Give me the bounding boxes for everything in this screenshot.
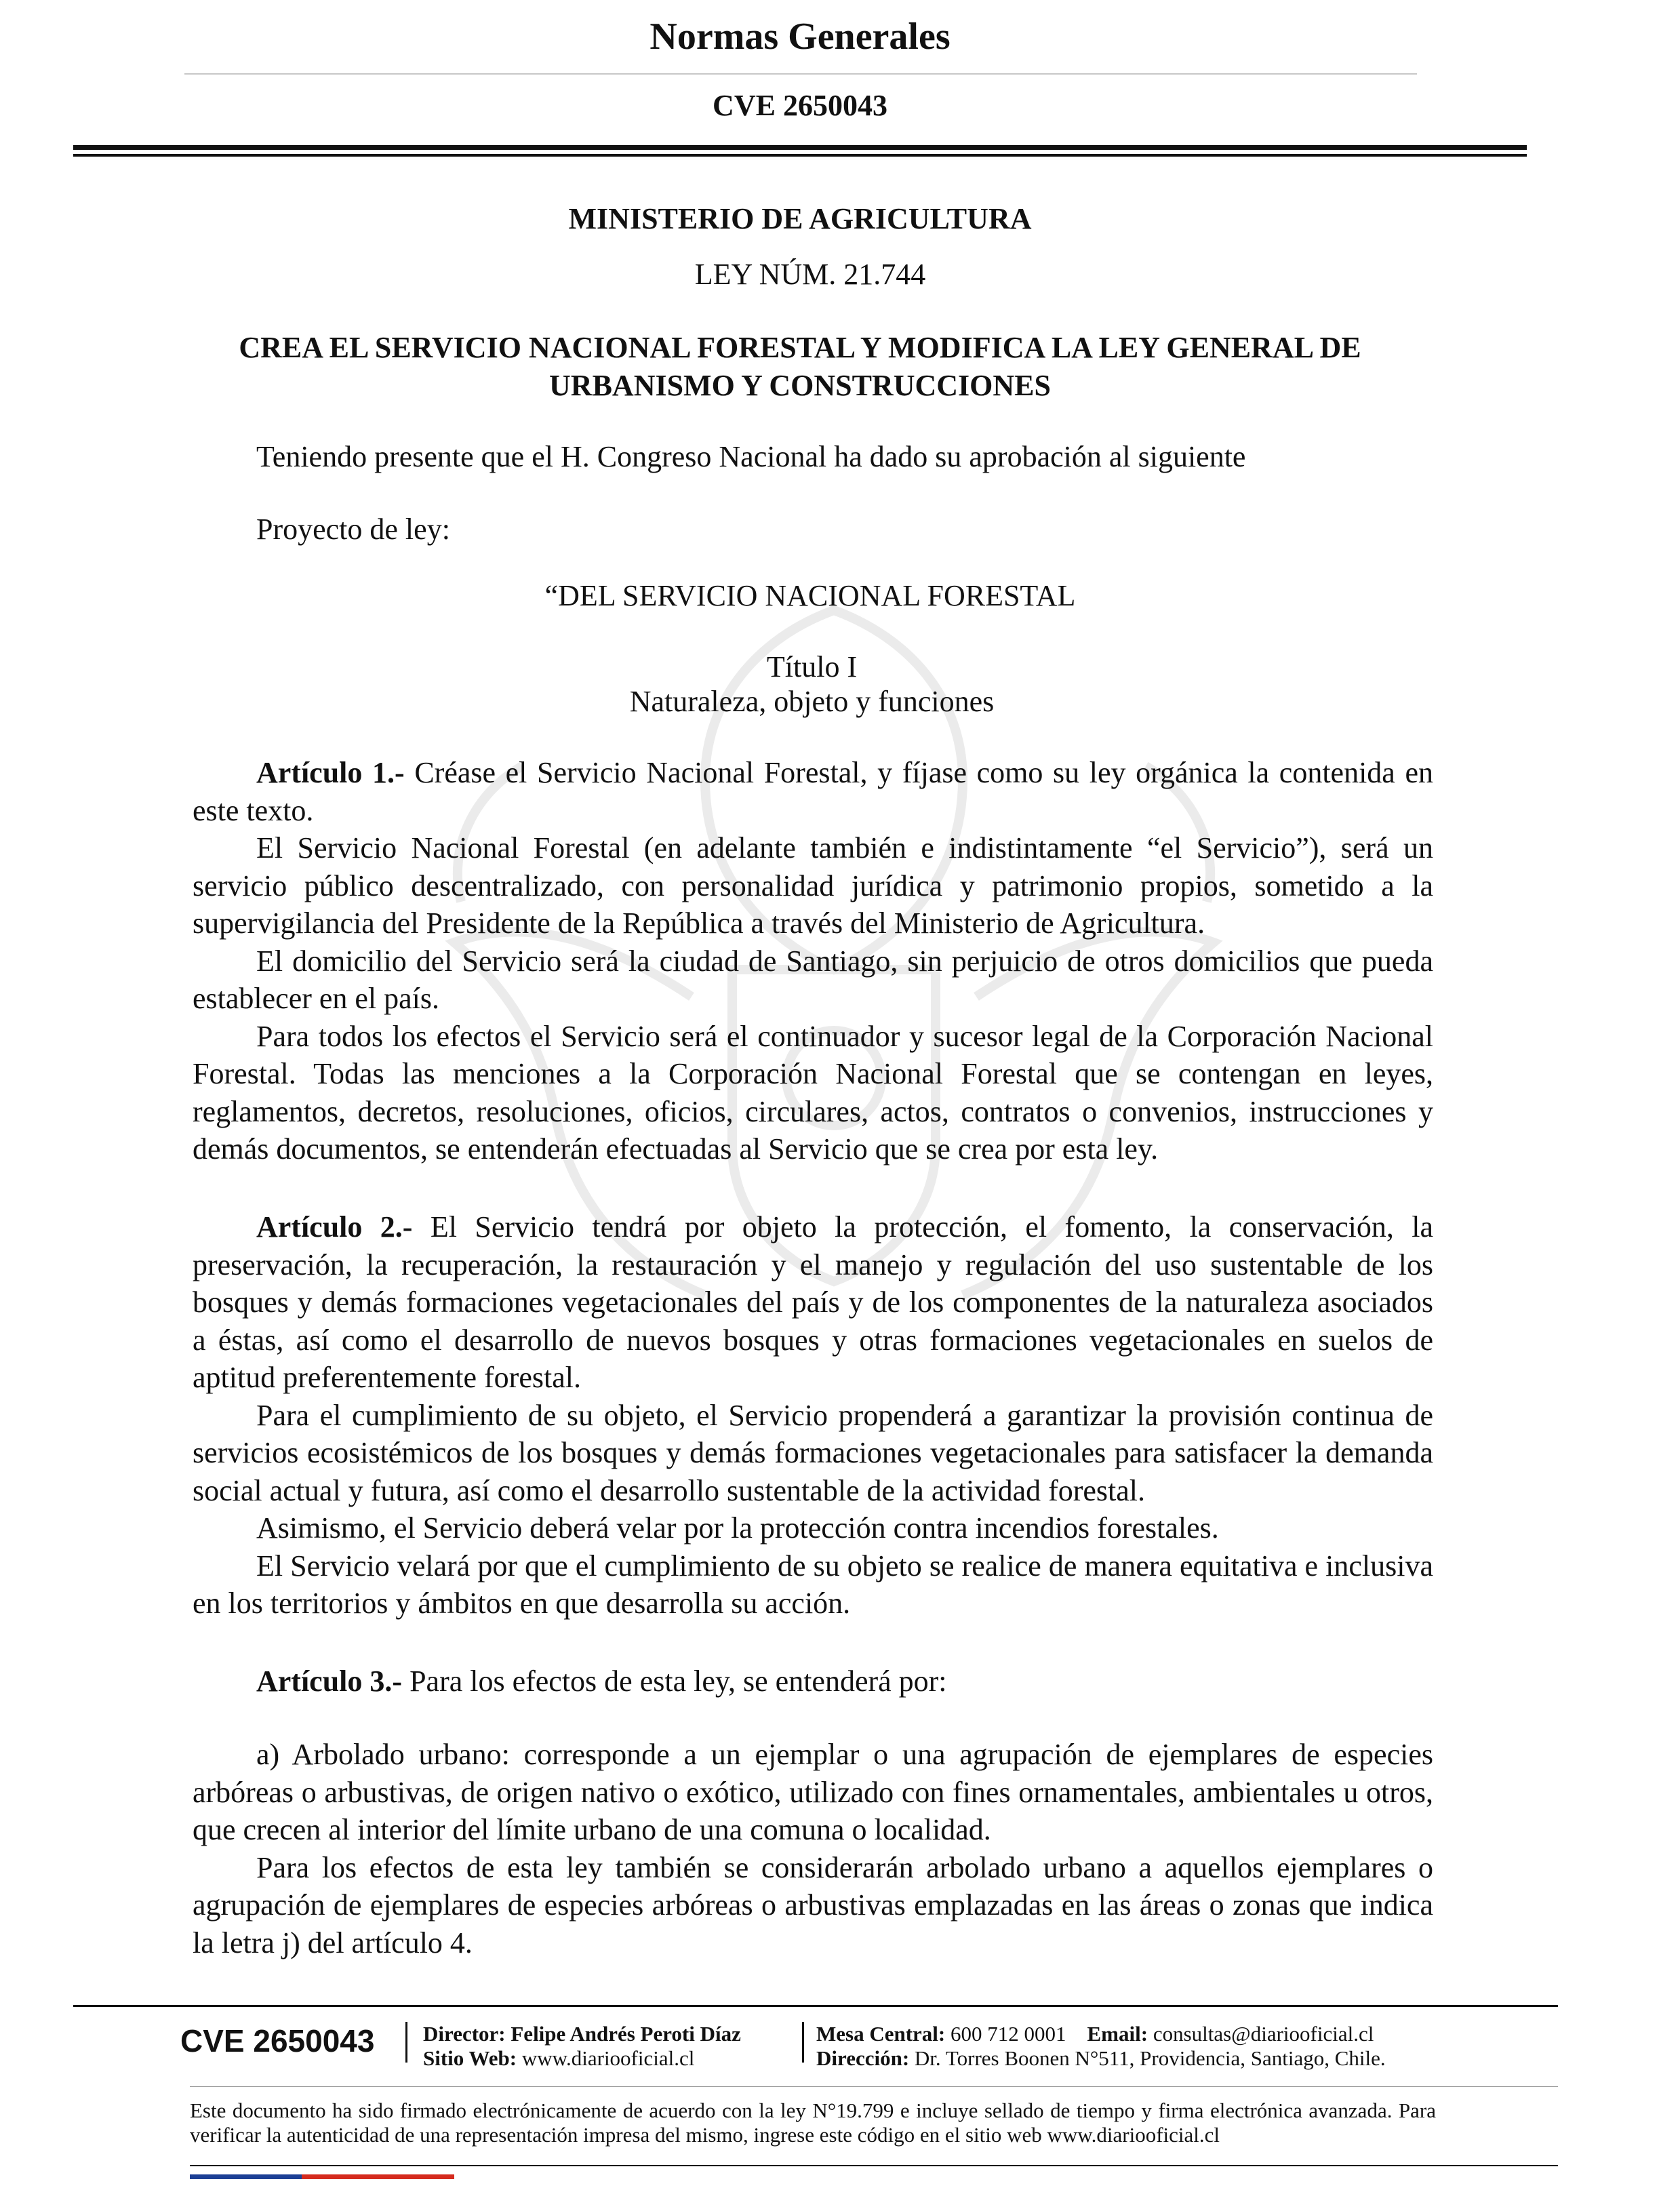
law-title-line1: CREA EL SERVICIO NACIONAL FORESTAL Y MODIFICA LA LEY GENERAL DE bbox=[239, 331, 1361, 364]
article-2-label: Artículo 2.- bbox=[256, 1210, 413, 1243]
law-number: LEY NÚM. 21.744 bbox=[694, 258, 926, 291]
law-title-line2: URBANISMO Y CONSTRUCCIONES bbox=[549, 369, 1051, 402]
footer-address: Dirección: Dr. Torres Boonen N°511, Providencia, Santiago, Chile. bbox=[816, 2046, 1386, 2070]
article-2-p2: Para el cumplimiento de su objeto, el Servicio propenderá a garantizar la provisión continua de servicios ecosistémicos de los bosques y demás formaciones vegetacionales para satisfacer la demanda social actual y futura, así como el desarrollo sustentable de la actividad forestal. bbox=[193, 1398, 1433, 1507]
flag-stripe-blue bbox=[190, 2174, 302, 2179]
preamble: Teniendo presente que el H. Congreso Nacional ha dado su aprobación al siguiente bbox=[256, 440, 1246, 473]
project-label: Proyecto de ley: bbox=[256, 513, 450, 546]
article-1-p2: El Servicio Nacional Forestal (en adelante también e indistintamente “el Servicio”), será un servicio público descentralizado, con personalidad jurídica y patrimonio propios, sometido a la supervigilancia del Presidente de la República a través del Ministerio de Agricultura. bbox=[193, 831, 1433, 940]
email-link[interactable]: consultas@diariooficial.cl bbox=[1153, 2022, 1374, 2046]
footer-cve: CVE 2650043 bbox=[180, 2023, 375, 2058]
article-1-p4: Para todos los efectos el Servicio será el continuador y sucesor legal de la Corporación Nacional Forestal. Todas las menciones a la Corporación Nacional Forestal que se contengan en leyes, reglamentos, decretos, resoluciones, oficios, circulares, actos, contratos o convenios, instrucciones y demás documentos, se entenderán efectuadas al Servicio que se crea por esta ley. bbox=[193, 1019, 1433, 1166]
footer-contact: Mesa Central: 600 712 0001 Email: consultas@diariooficial.cl bbox=[816, 2022, 1374, 2046]
article-1-p3: El domicilio del Servicio será la ciudad de Santiago, sin perjuicio de otros domicilios que pueda establecer en el país. bbox=[193, 944, 1433, 1015]
title-name: Naturaleza, objeto y funciones bbox=[629, 685, 995, 718]
flag-stripe-red bbox=[302, 2174, 454, 2179]
footer-separator bbox=[405, 2022, 407, 2063]
website-link[interactable]: www.diariooficial.cl bbox=[521, 2046, 695, 2070]
article-3-intro-text: Para los efectos de esta ley, se entenderá por: bbox=[409, 1665, 947, 1698]
footer-rule bbox=[73, 2005, 1558, 2007]
header-rule bbox=[73, 154, 1527, 157]
footer-director: Director: Felipe Andrés Peroti Díaz bbox=[423, 2022, 741, 2046]
article-2 bbox=[193, 1208, 1433, 1623]
footer-separator bbox=[802, 2022, 804, 2063]
header-divider bbox=[184, 73, 1417, 75]
article-1-label: Artículo 1.- bbox=[256, 756, 405, 789]
header-rule-thick bbox=[73, 145, 1527, 150]
article-1-p1: Créase el Servicio Nacional Forestal, y fíjase como su ley orgánica la contenida en este texto. bbox=[193, 756, 1433, 827]
definition-a-extension: Para los efectos de esta ley también se considerarán arbolado urbano a aquellos ejemplares o agrupación de ejemplares de especies arbóreas o arbustivas emplazadas en las áreas o zonas que indica la letra j) del artículo 4. bbox=[193, 1850, 1433, 1959]
footer-base-rule bbox=[190, 2165, 1558, 2166]
signature-notice: Este documento ha sido firmado electrónicamente de acuerdo con la ley N°19.799 e incluye sellado de tiempo y firma electrónica avanzada. Para verificar la autenticidad de una representación impresa del mismo, ingrese este código en el sitio web www.diariooficial.cl bbox=[190, 2098, 1436, 2147]
article-2-p4: El Servicio velará por que el cumplimiento de su objeto se realice de manera equitativa e inclusiva en los territorios y ámbitos en que desarrolla su acción. bbox=[193, 1549, 1433, 1620]
definition-a: a) Arbolado urbano: corresponde a un ejemplar o una agrupación de ejemplares de especies arbóreas o arbustivas, de origen nativo o exótico, utilizado con fines ornamentales, ambientales u otros, que crecen al interior del límite urbano de una comuna o localidad. bbox=[193, 1738, 1433, 1846]
law-heading: “DEL SERVICIO NACIONAL FORESTAL bbox=[544, 579, 1076, 612]
article-2-p1: El Servicio tendrá por objeto la protección, el fomento, la conservación, la preservación, la recuperación, la restauración y el manejo y regulación del uso sustentable de los bosques y demás formaciones vegetacionales del país y de los componentes de la naturaleza asociados a éstas, así como el desarrollo de nuevos bosques y otras formaciones vegetacionales en suelos de aptitud preferentemente forestal. bbox=[193, 1210, 1434, 1394]
footer-website: Sitio Web: www.diariooficial.cl bbox=[423, 2046, 695, 2070]
article-1 bbox=[193, 754, 1433, 1168]
section-title: Normas Generales bbox=[649, 16, 951, 58]
title-number: Título I bbox=[766, 650, 858, 683]
article-3-label: Artículo 3.- bbox=[256, 1665, 403, 1698]
article-2-p3: Asimismo, el Servicio deberá velar por la protección contra incendios forestales. bbox=[256, 1511, 1219, 1545]
article-3-definitions bbox=[193, 1736, 1433, 1962]
header-cve: CVE 2650043 bbox=[713, 89, 887, 122]
footer-divider bbox=[190, 2086, 1558, 2087]
ministry-heading: MINISTERIO DE AGRICULTURA bbox=[568, 202, 1032, 235]
article-3-intro bbox=[193, 1663, 1433, 1700]
